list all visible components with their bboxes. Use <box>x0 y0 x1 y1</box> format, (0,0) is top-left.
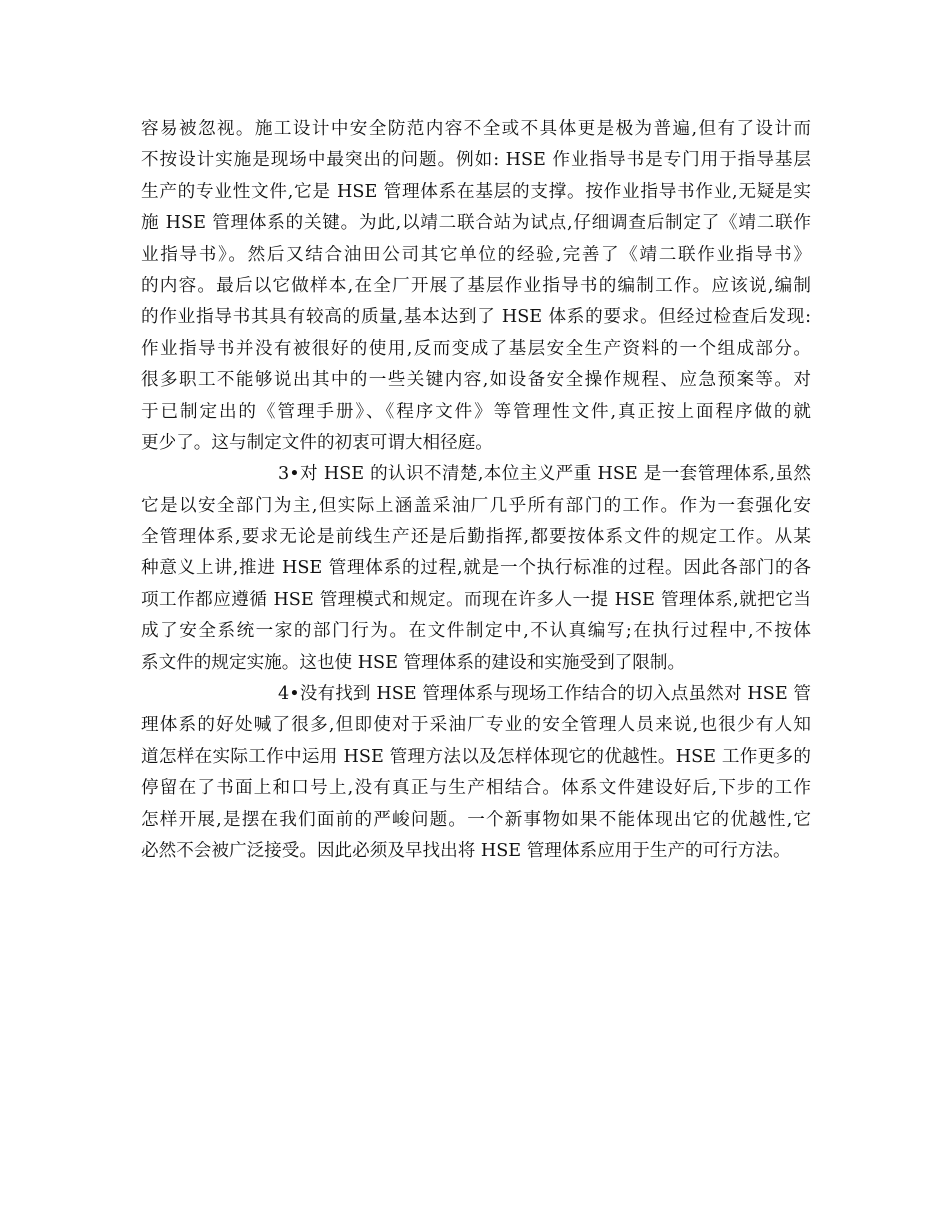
text-line: 成了安全系统一家的部门行为。在文件制定中,不认真编写;在执行过程中,不按体 <box>141 621 811 642</box>
text-line: 不按设计实施是现场中最突出的问题。例如: HSE 作业指导书是专门用于指导基层 <box>141 150 811 171</box>
text-line: 业指导书》。然后又结合油田公司其它单位的经验,完善了《靖二联作业指导书》 <box>141 244 811 265</box>
text-line: 生产的专业性文件,它是 HSE 管理体系在基层的支撑。按作业指导书作业,无疑是实 <box>141 181 811 202</box>
body-text <box>141 114 811 867</box>
section-heading-line: 4•没有找到 HSE 管理体系与现场工作结合的切入点虽然对 HSE 管 <box>278 684 811 705</box>
text-line: 作业指导书并没有被很好的使用,反而变成了基层安全生产资料的一个组成部分。 <box>141 338 811 359</box>
text-line: 项工作都应遵循 HSE 管理模式和规定。而现在许多人一提 HSE 管理体系,就把它当 <box>141 589 811 610</box>
text-line: 停留在了书面上和口号上,没有真正与生产相结合。体系文件建设好后,下步的工作 <box>141 778 811 799</box>
section-heading-line: 3•对 HSE 的认识不清楚,本位主义严重 HSE 是一套管理体系,虽然 <box>278 464 811 485</box>
text-line: 种意义上讲,推进 HSE 管理体系的过程,就是一个执行标准的过程。因此各部门的各 <box>141 558 811 579</box>
text-line: 怎样开展,是摆在我们面前的严峻问题。一个新事物如果不能体现出它的优越性,它 <box>141 809 811 830</box>
text-line: 施 HSE 管理体系的关键。为此,以靖二联合站为试点,仔细调查后制定了《靖二联作 <box>141 213 811 234</box>
text-line: 它是以安全部门为主,但实际上涵盖采油厂几乎所有部门的工作。作为一套强化安 <box>141 495 811 516</box>
text-line: 容易被忽视。施工设计中安全防范内容不全或不具体更是极为普遍,但有了设计而 <box>141 119 811 139</box>
text-line: 很多职工不能够说出其中的一些关键内容,如设备安全操作规程、应急预案等。对 <box>141 370 811 391</box>
text-line: 系文件的规定实施。这也使 HSE 管理体系的建设和实施受到了限制。 <box>141 652 686 673</box>
text-line: 于已制定出的《管理手册》、《程序文件》等管理性文件,真正按上面程序做的就 <box>141 401 811 422</box>
text-line: 理体系的好处喊了很多,但即使对于采油厂专业的安全管理人员来说,也很少有人知 <box>141 715 811 736</box>
text-line: 必然不会被广泛接受。因此必须及早找出将 HSE 管理体系应用于生产的可行方法。 <box>141 840 791 861</box>
text-line: 全管理体系,要求无论是前线生产还是后勤指挥,都要按体系文件的规定工作。从某 <box>141 527 811 548</box>
text-line: 更少了。这与制定文件的初衷可谓大相径庭。 <box>141 432 493 453</box>
text-line: 的作业指导书其具有较高的质量,基本达到了 HSE 体系的要求。但经过检查后发现: <box>141 307 811 328</box>
text-line: 的内容。最后以它做样本,在全厂开展了基层作业指导书的编制工作。应该说,编制 <box>141 275 811 296</box>
text-line: 道怎样在实际工作中运用 HSE 管理方法以及怎样体现它的优越性。HSE 工作更多的 <box>141 746 811 767</box>
